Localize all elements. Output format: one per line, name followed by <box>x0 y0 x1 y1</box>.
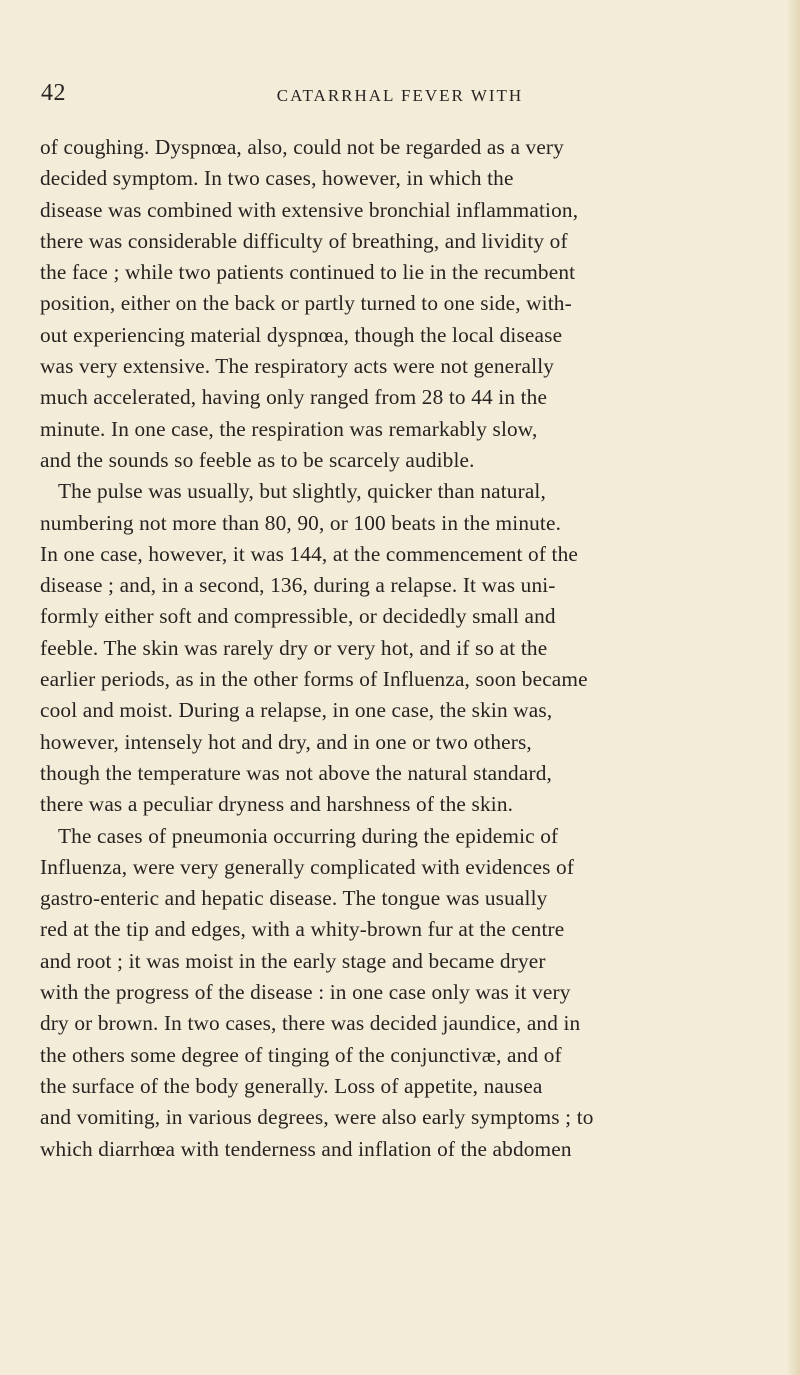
text-line: was very extensive. The respiratory acts were not generally <box>40 354 555 379</box>
text-line: disease ; and, in a second, 136, during a relapse. It was uni- <box>40 573 556 598</box>
text-line: formly either soft and compressible, or decidedly small and <box>40 604 556 629</box>
text-line: cool and moist. During a relapse, in one case, the skin was, <box>40 698 553 723</box>
text-line: disease was combined with extensive bronchial inflammation, <box>40 197 579 222</box>
text-line: though the temperature was not above the natural standard, <box>40 760 552 785</box>
text-line: feeble. The skin was rarely dry or very hot, and if so at the <box>40 635 548 660</box>
text-line: the surface of the body generally. Loss of appetite, nausea <box>40 1073 543 1098</box>
text-line: decided symptom. In two cases, however, in which the <box>40 166 514 191</box>
text-line: and the sounds so feeble as to be scarcely audible. <box>40 447 475 472</box>
text-line: gastro-enteric and hepatic disease. The tongue was usually <box>40 886 548 911</box>
text-line: minute. In one case, the respiration was remarkably slow, <box>40 416 538 441</box>
text-line: the others some degree of tinging of the conjunctivæ, and of <box>40 1042 562 1067</box>
text-line: dry or brown. In two cases, there was decided jaundice, and in <box>40 1011 581 1036</box>
paragraph-start-line: The cases of pneumonia occurring during the epidemic of <box>58 823 559 848</box>
text-line: In one case, however, it was 144, at the commencement of the <box>40 541 579 566</box>
text-line: however, intensely hot and dry, and in one or two others, <box>40 729 532 754</box>
text-line: the face ; while two patients continued to lie in the recumbent <box>40 260 576 285</box>
text-line: red at the tip and edges, with a whity-brown fur at the centre <box>40 917 565 942</box>
text-line: there was a peculiar dryness and harshness of the skin. <box>40 792 514 817</box>
text-line: there was considerable difficulty of breathing, and lividity of <box>40 228 568 253</box>
text-line: which diarrhœa with tenderness and inflation of the abdomen <box>40 1136 572 1161</box>
body-text <box>40 132 800 1165</box>
text-line: and vomiting, in various degrees, were also early symptoms ; to <box>40 1105 594 1130</box>
text-line: earlier periods, as in the other forms of Influenza, soon became <box>40 667 588 692</box>
page-header <box>0 80 800 116</box>
text-line: much accelerated, having only ranged from 28 to 44 in the <box>40 385 548 410</box>
text-line: out experiencing material dyspnœa, though the local disease <box>40 322 563 347</box>
text-line: with the progress of the disease : in one case only was it very <box>40 980 571 1005</box>
page-number: 42 <box>41 80 66 106</box>
running-head: CATARRHAL FEVER WITH <box>276 86 524 105</box>
text-line: and root ; it was moist in the early stage and became dryer <box>40 948 546 973</box>
text-line: numbering not more than 80, 90, or 100 beats in the minute. <box>40 510 562 535</box>
text-line: of coughing. Dyspnœa, also, could not be regarded as a very <box>40 135 564 159</box>
paragraph-start-line: The pulse was usually, but slightly, quicker than natural, <box>58 479 546 504</box>
text-line: position, either on the back or partly turned to one side, with- <box>40 291 572 316</box>
text-line: Influenza, were very generally complicated with evidences of <box>40 854 575 879</box>
